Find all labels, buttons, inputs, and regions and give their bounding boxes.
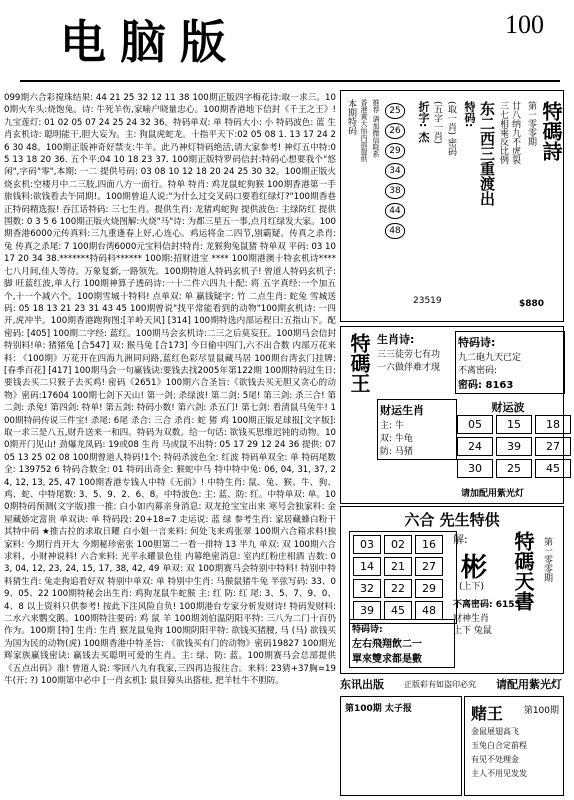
grid-number: 21 [384, 557, 412, 576]
formula-line-1: 左右飛翔飲二一 [352, 639, 422, 650]
box2-line: 主人不用见发发 [471, 769, 527, 778]
panel-c-grid [349, 531, 457, 624]
wealth-block [377, 399, 457, 460]
wealth-title: 财运生肖 [380, 404, 424, 417]
panel-b [340, 326, 564, 504]
grid-number: 45 [384, 601, 412, 620]
grid-number: 03 [353, 535, 381, 554]
luck-title: 财运波 [491, 401, 525, 414]
zhe-sub: (五字一肖) [432, 101, 442, 145]
box2-lines [471, 725, 527, 781]
circle-number: 26 [385, 123, 405, 139]
footer-left: 东讯出版 [340, 678, 384, 691]
circle-number: 25 [385, 103, 405, 119]
box2-stage: 第100期 [523, 706, 559, 716]
panel-c-banner: 六合 先生特供 [404, 511, 500, 529]
formula-box [349, 619, 455, 668]
shengxiao-line-1: 三三徒劳七有功 [377, 350, 441, 360]
wealth-items: 上下 兔鼠 [453, 626, 492, 636]
poem-title: 特码诗: [458, 336, 496, 349]
page-title: 电脑版 [60, 15, 240, 69]
grid-number: 22 [384, 579, 412, 598]
poem-line-1: 九二砲九天已定 [458, 353, 522, 363]
grid-number: 14 [353, 557, 381, 576]
code-label: 密码: 8163 [458, 380, 514, 391]
luck-number: 27 [535, 437, 571, 456]
grid-number: 27 [415, 557, 443, 576]
panel-b-side-title: 特碼王 [347, 333, 371, 393]
luck-block [457, 399, 559, 478]
prevent-label: 防: 马猪 [380, 447, 413, 457]
luck-number: 24 [457, 437, 493, 456]
panel-c-stage: 第一零零期 [542, 537, 552, 582]
header-rule [20, 80, 560, 82]
circle-number: 34 [385, 163, 405, 179]
luck-number: 30 [457, 459, 493, 478]
panel-b-footer: 请加配用紫光灯 [461, 489, 525, 499]
grid-number: 39 [353, 601, 381, 620]
circle-number: 38 [385, 183, 405, 199]
luck-number: 05 [457, 415, 493, 434]
grid-number: 48 [415, 601, 443, 620]
box-title: 第100期 太子报 [345, 704, 412, 714]
panel-c [340, 506, 564, 674]
panel-a-circle-column [383, 101, 407, 241]
main-article: 099期六合彩搅珠结果: 44 21 25 32 12 11 38 100期正版四字梅花诗:取一求三。100期火车头:烧饱兔。诗: 牛死羊伤,家喻户晓量忠心。100期香港地下信封《千王之王》! 九宝莲灯: 01 02 05 07 24 25 24 32 36。特码单双: 单 特码大小: 小 特码波色: 蓝 生肖玄机诗: 聪明能干,胆大妄为。主: 狗鼠虎蛇龙。十指平天下:02 05 08 1. 13 17 24 26 30 48。100期正版神奇好禁支:牛羊。此乃神灯特码绝活,请大家参考! 神灯五中特:05 13 18 20 36. 五个平:04 10 18 23 37. 100期正版特罗码信封:特码心想要我个"悠闲",字码"零",本期: 一二 提供号码: 03 08 10 12 18 20 24 25 30 32。100期正版火烧玄机:空楼月中二三肢,四面八方一面行。特单 特肖: 鸡龙鼠蛇狗猴 100期香港第一手旅钱料:欲钱看去午同期!。100期曾追人说:"为什么过交叉码口要看红绿灯?"100期香巷正特码精选报! 吞江话特码: 三七生肖。提供生肖: 龙猪鸡蛇狗 提供波色: 主绿防红 提供围数: 0 3 5 6 100期正版火烧图解:火烧"马"诗: 为都三星五一事,点月红绿发大家。100期香港6000元传真料:三九重逢春上好,心连心。鸡运将金二四节,别霸疑。传真之杀肖: 兔 传真之杀尾: 7 100期台湾6000元宝料信封!特肖: 龙猴狗兔鼠猪 特单双 平码: 03 10 17 20 34 38.*******特码料****** 100期:招财进宝 **** 100期港澳十特玄机诗****七八月间,佳人等待。万象复新,一路领先。100期特道人特码玄机子! 曾道人特码玄机子: 脚 旺蓝红波,单人行 100期神算子透码诗:一十二件六四九十配: 将 五字真经:一个加五个,十一个减六个。100期雪城十特料! 点单双: 单 赢钱疑字: 竹 二点生肖: 蛇兔 雪城送码: 05 18 13 21 23 31 43 45 100期曾说"找平常能看到的动物"100期玄机诗: 一四开,虎冲半。100期香港跑狗图:[羊岭天风] [314] 100期特选内部运程日:五指山下。配密码: [405] 100期二字经: 蓝红。100期马会玄机诗:二三之后莫妄狂。100期马会信封特别料!单: 猪猪兔 [合547] 双: 猴马兔 [合173] 今日偷中四门,六不出合数 内部万花来料: 《100期》万花开在四海九洲同问路,蓝红色彩尽显鼠藏马居 100期台湾玄门挂牌:[春季百花] [417] 100期马会一句赢钱诀:要钱去找2005年第122期 100期特码过生日:要钱去买二只猴子去买鸡! 密码《2651》100期六合圣旨:《欲钱去买无胆又贪心的动物》密码:17604 100期七剑下天山! 第一剑: 杀绿波! 第二剑: 5尾! 第三剑: 杀三合! 第二剑: 杀兔! 第四剑: 特单! 第五剑: 特码小数! 第六剑: 杀五门! 第七剑: 看清鼠马兔牛! 100期特码传说三件宝! 杀尾: 6尾 杀合: 三合 杀肖: 蛇 猪 鸡 100期正版足球报[文字版]: 取一求三是八五,财升送来一和四。特码为双数。给一句话: 欲钱买思维迟钝的动物。100期开门见山! 劲爆龙凤码: 19或08 生肖 马或鼠不出特: 05 17 29 12 24 36 提供: 07 05 13 25 02 08 100期曾道人特码!1个: 特码杀波色全: 红波 特码单双全: 单 特码尾数全: 139752 6 特码合数全: 01 特码出奇全: 猴蛇中马 特中特中兔: 06, 04, 31, 37, 24, 12, 13, 25, 47 100期香港专钱人中特《无前》! 中特生肖: 鼠、兔、猴、牛、狗、鸡、蛇、中特尾数: 3、5、9、2、6、8。中特波色: 主: 蓝、防: 红。中特单双: 单。100期特码预测(文字版)推一推: 白小如内幕亲身消息: 双龙抢宝宝出来 寒号会独家料: 金屋藏娇定富贵 单双诀: 单 特码段: 20+18=7 走运说: 蓝 绿 参考生肖: 家居藏蜂白粉干 其特中码 ★推古拉的求取日曜 白小姐一言来料: 何处飞来鸡张翠 100期六合箱求料!独家料: 今期行肖开大 今期秘珍密张 100胆第二一看一排特 13 半九 单双: 双 100期六合求料、小财神说料! 六合来料: 光平永耀景色佳 内幕绝密消息: 室内红粉庄相酒 吉数: 03, 04, 12, 23, 24, 15, 17, 38, 42, 49 单双: 双 100期赛马会特别中特料! 特别中特料猜生肖: 兔走狗追看好双 特别中单双: 单 特别中生肖: 马猴鼠猪牛兔 半弦写码: 33、09、05、22 100期特秘会出生肖: 鸡狗龙鼠牛蛇猴 主: 红 防: 红 尾: 3、5、7、9、0、4、8 以上资料只供参考! 按此下注风险自负! 100期港台专家分析发财诗! 特码发财料: 二水六来鹦交鹅。100期特注要码: 鸡 鼠 羊 100期刘伯温阴阳平特: 三八为二门十百仍作为。100期 [特] 生肖: 生肖 猴龙鼠兔狗 100期阴阳平特: 欲钱买猪腰, 马 (马) 欲钱买为国为民的动物(虎) 100期香港中特圣旨: 《欲钱买有门的动物》密码19827 100期光辉家族赢钱密诀: 赢钱去买聪明可爱的生肖。主: 绿、防: 蓝。100期赛马会总部提供《五点出码》准! 曾道人说: 零回八九有我家,三四再边报往合。来料: 23猜+37胸=19牛(开: ?) 100期第中必中 [一肖玄机]: 鼠目獐头出搭桂, 把羊牡牛不胆防。 [4, 93, 336, 687]
luck-number: 45 [535, 459, 571, 478]
poem-title: 特碼詩 [539, 101, 563, 161]
footer-center: 正版彩有如盗印必究 [404, 679, 476, 689]
zhe-zi: 折字: 杰 [417, 101, 430, 143]
poem-block [455, 331, 565, 394]
box2-line: 金鼠展翅高飞 [471, 727, 519, 736]
panel-c-number-grid [353, 535, 453, 620]
grid-number: 02 [384, 535, 412, 554]
shengxiao-line-2: 一六做伴难才现 [377, 363, 441, 373]
special-label: 特码: [463, 101, 476, 128]
luck-grid [457, 415, 559, 478]
luck-number: 39 [496, 437, 532, 456]
price-tag: $880 [519, 299, 545, 309]
fixed-code: 不离密码: 6153 [453, 600, 521, 610]
box2-line: 有见不处理金 [471, 755, 519, 764]
wealth-title: 财神生肖 [453, 614, 490, 624]
special-main: 东二西三重渡出 [478, 101, 496, 206]
word-main: 彬 [461, 553, 488, 583]
circle-number: 44 [385, 203, 405, 219]
luck-number: 25 [496, 459, 532, 478]
circle-number: 29 [385, 143, 405, 159]
luck-number: 15 [496, 415, 532, 434]
side-label: 双: 牛龟 [380, 434, 413, 444]
panel-a [340, 90, 564, 322]
footer-labels [340, 676, 562, 692]
special-side-2: 廿八纳九不虎裂 [510, 101, 520, 164]
luck-number: 18 [535, 415, 571, 434]
panel-c-bold-title: 特碼天書 [511, 531, 535, 611]
footer-box-2 [464, 696, 564, 796]
shengxiao-block [377, 331, 453, 373]
footer-box-1 [340, 696, 462, 796]
page-number: 100 [505, 10, 544, 39]
panel-a-side-label: 本期特码 [346, 99, 356, 135]
panel-a-vert-line-1: 香港黄大仙内部提供 [360, 99, 368, 162]
zhe-code: (取一肖) 密码 [446, 101, 456, 156]
main-label: 主: 牛 [380, 421, 404, 431]
panel-a-vert-line-2: 推荐 请加微信联系 [372, 99, 380, 158]
word-label: 解: [453, 533, 468, 546]
panel-a-stage: 第一零零期 [526, 101, 536, 146]
circle-number: 48 [385, 223, 405, 239]
box2-title: 赌王 [471, 704, 504, 723]
shengxiao-title: 生肖诗: [377, 333, 415, 346]
grid-number: 32 [353, 579, 381, 598]
box2-line: 玉兔白合定前程 [471, 741, 527, 750]
footer-right: 请配用紫光灯 [496, 678, 562, 691]
code-number: 23519 [413, 296, 442, 306]
special-side: 三七相乘反比例 [498, 101, 508, 164]
poem-line-2: 不离密码: [458, 366, 498, 376]
grid-number: 16 [415, 535, 443, 554]
formula-line-2: 單來雙求都是數 [352, 654, 422, 665]
formula-label: 特码诗: [352, 625, 383, 635]
grid-number: 29 [415, 579, 443, 598]
word-sub: (上下) [459, 582, 485, 592]
